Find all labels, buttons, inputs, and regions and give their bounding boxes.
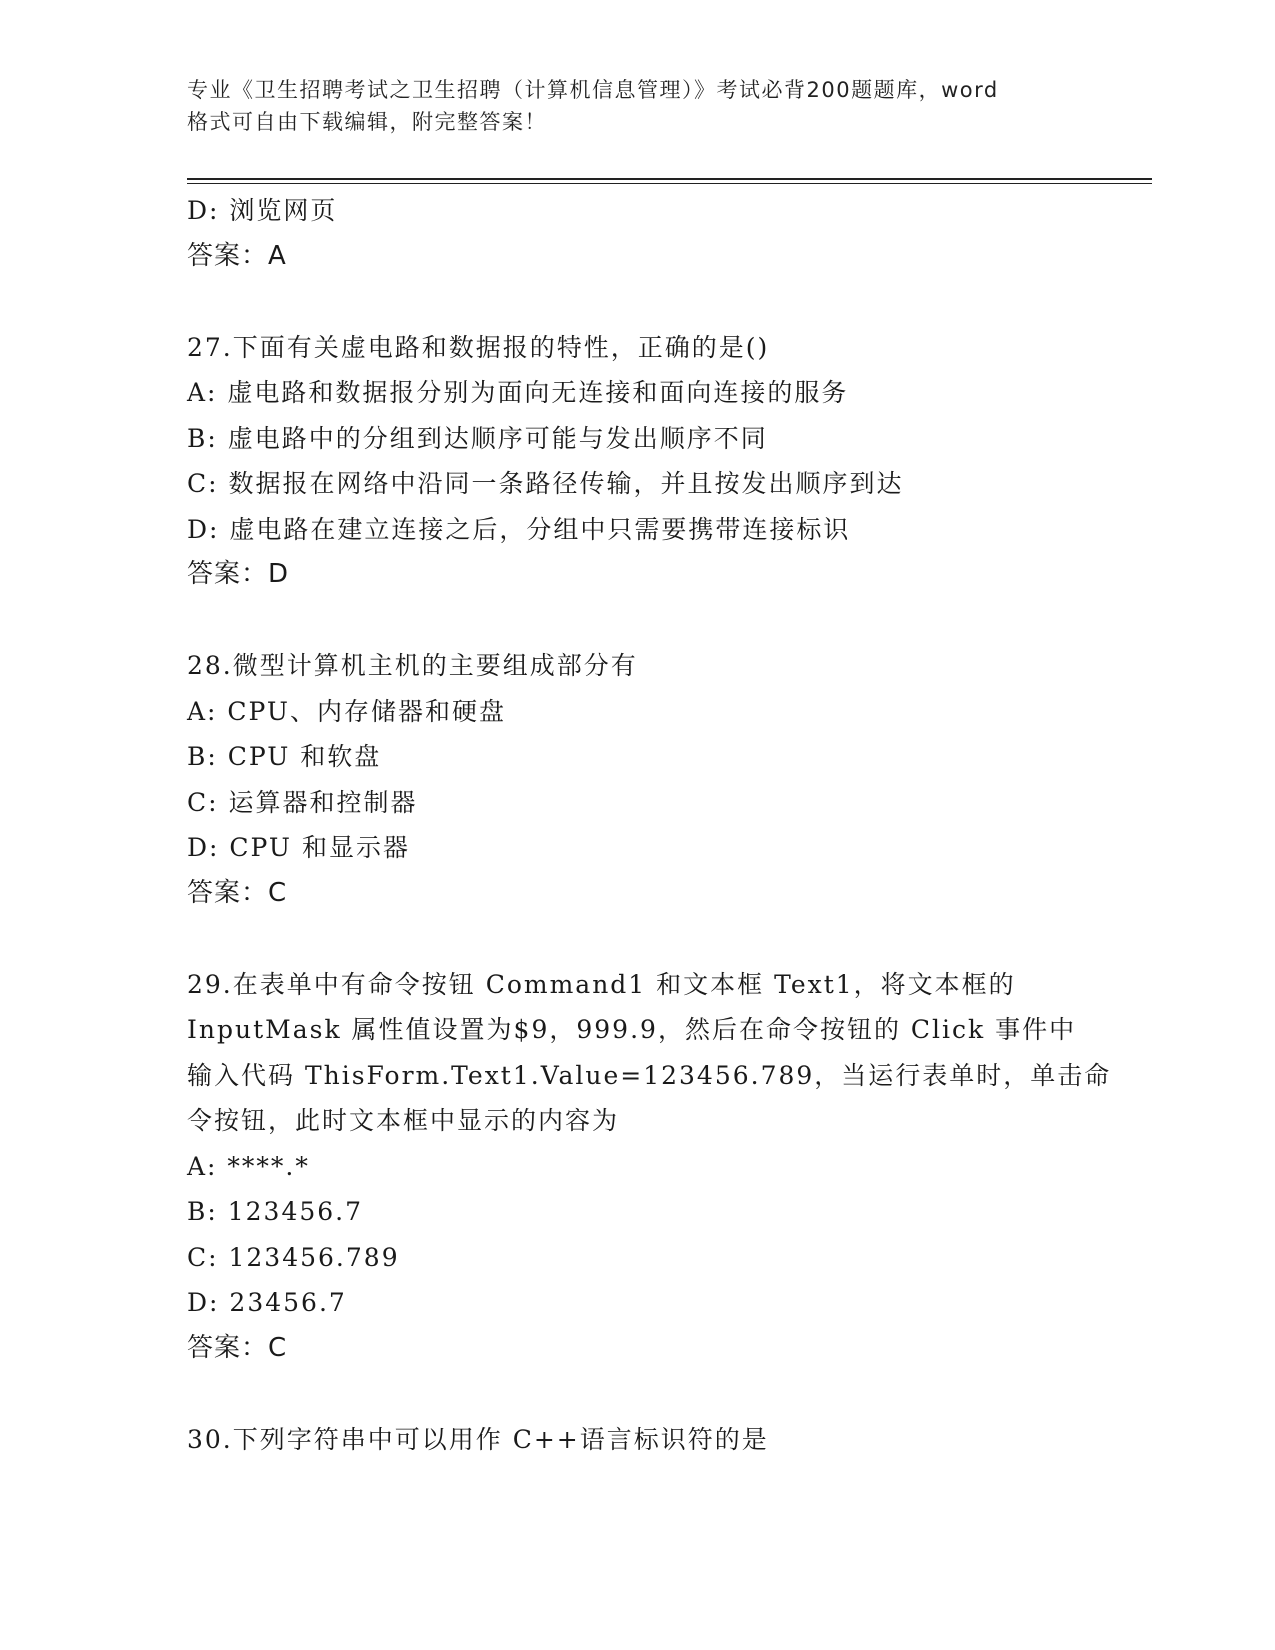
option-a: A: 虚电路和数据报分别为面向无连接和面向连接的服务 <box>187 378 849 407</box>
answer: 答案：C <box>187 1332 288 1363</box>
question-30 <box>187 1417 1087 1463</box>
option-c: C: 数据报在网络中沿同一条路径传输，并且按发出顺序到达 <box>187 469 904 498</box>
option-d: D: CPU 和显示器 <box>187 833 410 862</box>
question-stem: 27.下面有关虚电路和数据报的特性，正确的是() <box>187 332 770 362</box>
option-b: B: 虚电路中的分组到达顺序可能与发出顺序不同 <box>187 423 768 453</box>
option-a: A: ****.* <box>187 1151 310 1181</box>
document-header <box>187 74 1087 138</box>
option-b: B: 123456.7 <box>187 1197 364 1226</box>
option-a: A: CPU、内存储器和硬盘 <box>187 696 507 726</box>
header-divider-thin <box>187 183 1152 184</box>
answer: 答案：D <box>187 559 290 589</box>
question-stem: 28.微型计算机主机的主要组成部分有 <box>187 651 638 680</box>
question-28 <box>187 643 1087 916</box>
question-stem-line-3: 输入代码 ThisForm.Text1.Value=123456.789，当运行表单时，单击命 <box>187 1060 1112 1090</box>
spacer <box>187 916 1087 962</box>
option-b: B: CPU 和软盘 <box>187 742 382 771</box>
option-c: C: 运算器和控制器 <box>187 787 418 817</box>
option-c: C: 123456.789 <box>187 1242 400 1272</box>
question-27 <box>187 325 1087 598</box>
option-d: D: 浏览网页 <box>187 196 338 225</box>
spacer <box>187 598 1087 644</box>
header-divider-thick <box>187 178 1152 180</box>
document-body <box>187 188 1112 1462</box>
spacer <box>187 1371 1087 1417</box>
answer: 答案：C <box>187 877 288 908</box>
answer: 答案：A <box>187 240 287 271</box>
question-26-tail <box>187 188 1087 279</box>
option-d: D: 虚电路在建立连接之后，分组中只需要携带连接标识 <box>187 514 851 544</box>
question-stem: 30.下列字符串中可以用作 C++语言标识符的是 <box>187 1424 769 1454</box>
question-stem-line-1: 29.在表单中有命令按钮 Command1 和文本框 Text1，将文本框的 <box>187 969 1016 999</box>
question-stem-line-4: 令按钮，此时文本框中显示的内容为 <box>187 1106 620 1135</box>
question-29 <box>187 962 1112 1372</box>
option-d: D: 23456.7 <box>187 1288 347 1317</box>
header-line-2: 格式可自由下载编辑，附完整答案！ <box>187 110 547 134</box>
header-line-1: 专业《卫生招聘考试之卫生招聘（计算机信息管理）》考试必背200题题库，word <box>187 78 999 102</box>
question-stem-line-2: InputMask 属性值设置为$9，999.9，然后在命令按钮的 Click 事件中 <box>187 1015 1077 1044</box>
spacer <box>187 279 1087 325</box>
